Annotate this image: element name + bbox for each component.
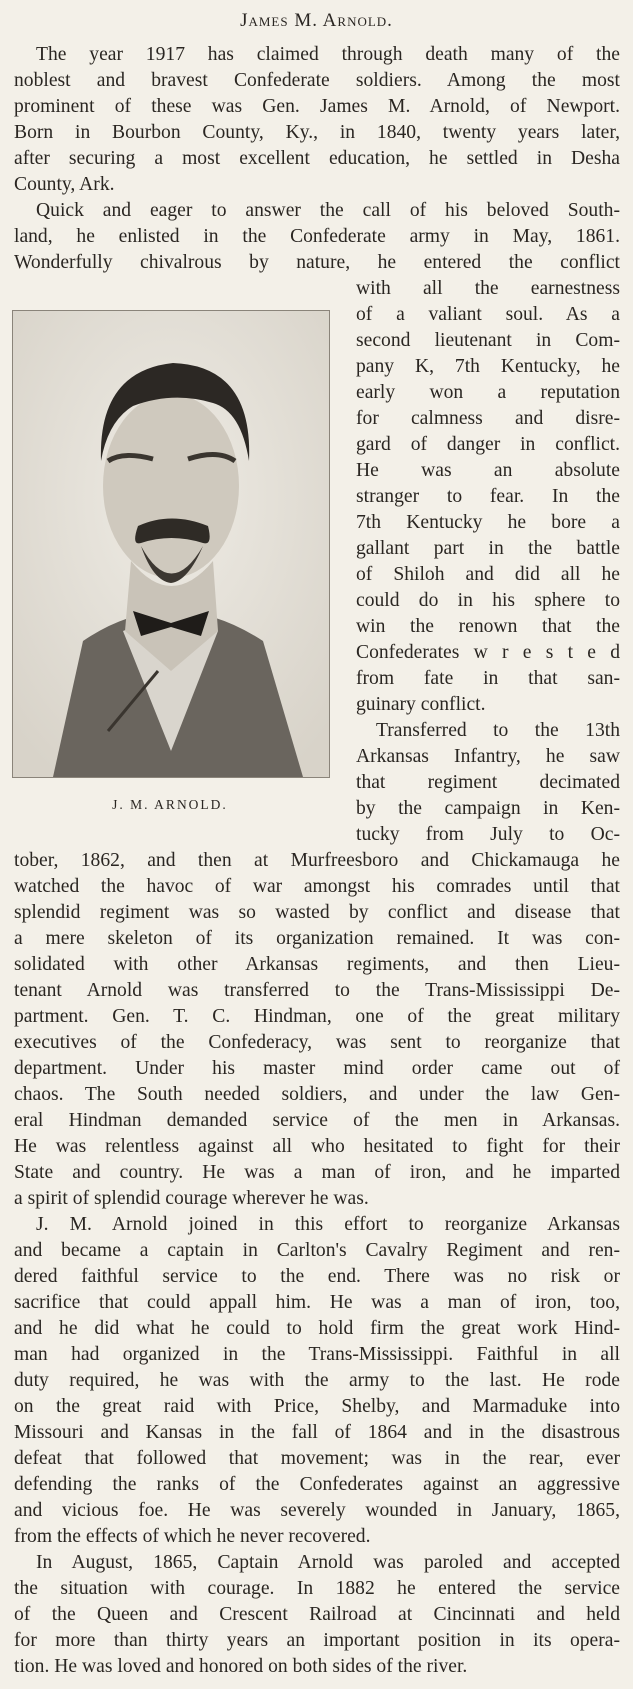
text-line: from the effects of which he never recovered. — [14, 1526, 371, 1547]
text-line: The year 1917 has claimed through death many of the — [36, 44, 620, 65]
text-line: a mere skeleton of its organization remained. It was con- — [14, 928, 620, 949]
text-line: department. Under his master mind order came out of — [14, 1058, 620, 1079]
text-line: Born in Bourbon County, Ky., in 1840, twenty years later, — [14, 122, 620, 143]
text-line: Transferred to the 13th — [376, 720, 620, 741]
text-line: defeat that followed that movement; was in the rear, ever — [14, 1448, 620, 1469]
text-line: guinary conflict. — [356, 694, 486, 715]
text-line: watched the havoc of war amongst his comrades until that — [14, 876, 620, 897]
text-line: Wonderfully chivalrous by nature, he entered the conflict — [14, 252, 620, 273]
text-line: with all the earnestness — [356, 278, 620, 299]
text-line: Quick and eager to answer the call of his beloved South- — [36, 200, 620, 221]
text-line: Missouri and Kansas in the fall of 1864 and in the disastrous — [14, 1422, 620, 1443]
text-line: second lieutenant in Com- — [356, 330, 620, 351]
text-line: In August, 1865, Captain Arnold was paroled and accepted — [36, 1552, 620, 1573]
text-line: Arkansas Infantry, he saw — [356, 746, 620, 767]
text-line: He was relentless against all who hesitated to fight for their — [14, 1136, 620, 1157]
article-title: James M. Arnold. — [240, 10, 393, 31]
text-line: that regiment decimated — [356, 772, 620, 793]
text-line: the situation with courage. In 1882 he entered the service — [14, 1578, 620, 1599]
text-line: prominent of these was Gen. James M. Arnold, of Newport. — [14, 96, 620, 117]
text-line: tion. He was loved and honored on both sides of the river. — [14, 1656, 468, 1677]
text-line: County, Ark. — [14, 174, 115, 195]
text-line: on the great raid with Price, Shelby, and Marmaduke into — [14, 1396, 620, 1417]
text-line: gard of danger in conflict. — [356, 434, 620, 455]
text-line: partment. Gen. T. C. Hindman, one of the great military — [14, 1006, 620, 1027]
text-line: pany K, 7th Kentucky, he — [356, 356, 620, 377]
text-line: tenant Arnold was transferred to the Trans-Mississippi De- — [14, 980, 620, 1001]
text-line: sacrifice that could appall him. He was a man of iron, too, — [14, 1292, 620, 1313]
text-line: tober, 1862, and then at Murfreesboro and Chickamauga he — [14, 850, 620, 871]
portrait-photo — [12, 310, 330, 778]
text-line: solidated with other Arkansas regiments, and then Lieu- — [14, 954, 620, 975]
text-line: man had organized in the Trans-Mississippi. Faithful in all — [14, 1344, 620, 1365]
text-line: noblest and bravest Confederate soldiers. Among the most — [14, 70, 620, 91]
text-line: J. M. Arnold joined in this effort to reorganize Arkansas — [36, 1214, 620, 1235]
text-line: eral Hindman demanded service of the men in Arkansas. — [14, 1110, 620, 1131]
text-line: gallant part in the battle — [356, 538, 620, 559]
portrait-caption: J. M. ARNOLD. — [112, 797, 228, 812]
text-line: chaos. The South needed soldiers, and under the law Gen- — [14, 1084, 620, 1105]
text-line: early won a reputation — [356, 382, 620, 403]
text-line: splendid regiment was so wasted by conflict and disease that — [14, 902, 620, 923]
text-line: He was an absolute — [356, 460, 620, 481]
text-line: Confederates w r e s t e d — [356, 642, 620, 663]
text-line: executives of the Confederacy, was sent to reorganize that — [14, 1032, 620, 1053]
text-line: stranger to fear. In the — [356, 486, 620, 507]
text-line: after securing a most excellent education, he settled in Desha — [14, 148, 620, 169]
text-line: of a valiant soul. As a — [356, 304, 620, 325]
text-line: defending the ranks of the Confederates against an aggressive — [14, 1474, 620, 1495]
text-line: of the Queen and Crescent Railroad at Cincinnati and held — [14, 1604, 620, 1625]
text-line: State and country. He was a man of iron, and he imparted — [14, 1162, 620, 1183]
text-line: 7th Kentucky he bore a — [356, 512, 620, 533]
text-line: and he did what he could to hold firm the great work Hind- — [14, 1318, 620, 1339]
text-line: tucky from July to Oc- — [356, 824, 620, 845]
text-line: for calmness and disre- — [356, 408, 620, 429]
text-line: by the campaign in Ken- — [356, 798, 620, 819]
text-line: dered faithful service to the end. There was no risk or — [14, 1266, 620, 1287]
text-line: land, he enlisted in the Confederate army in May, 1861. — [14, 226, 620, 247]
text-line: a spirit of splendid courage wherever he was. — [14, 1188, 369, 1209]
text-line: for more than thirty years an important position in its opera- — [14, 1630, 620, 1651]
text-line: and vicious foe. He was severely wounded in January, 1865, — [14, 1500, 620, 1521]
text-line: duty required, he was with the army to the last. He rode — [14, 1370, 620, 1391]
text-line: of Shiloh and did all he — [356, 564, 620, 585]
text-line: and became a captain in Carlton's Cavalry Regiment and ren- — [14, 1240, 620, 1261]
text-line: win the renown that the — [356, 616, 620, 637]
text-line: from fate in that san- — [356, 668, 620, 689]
text-line: could do in his sphere to — [356, 590, 620, 611]
